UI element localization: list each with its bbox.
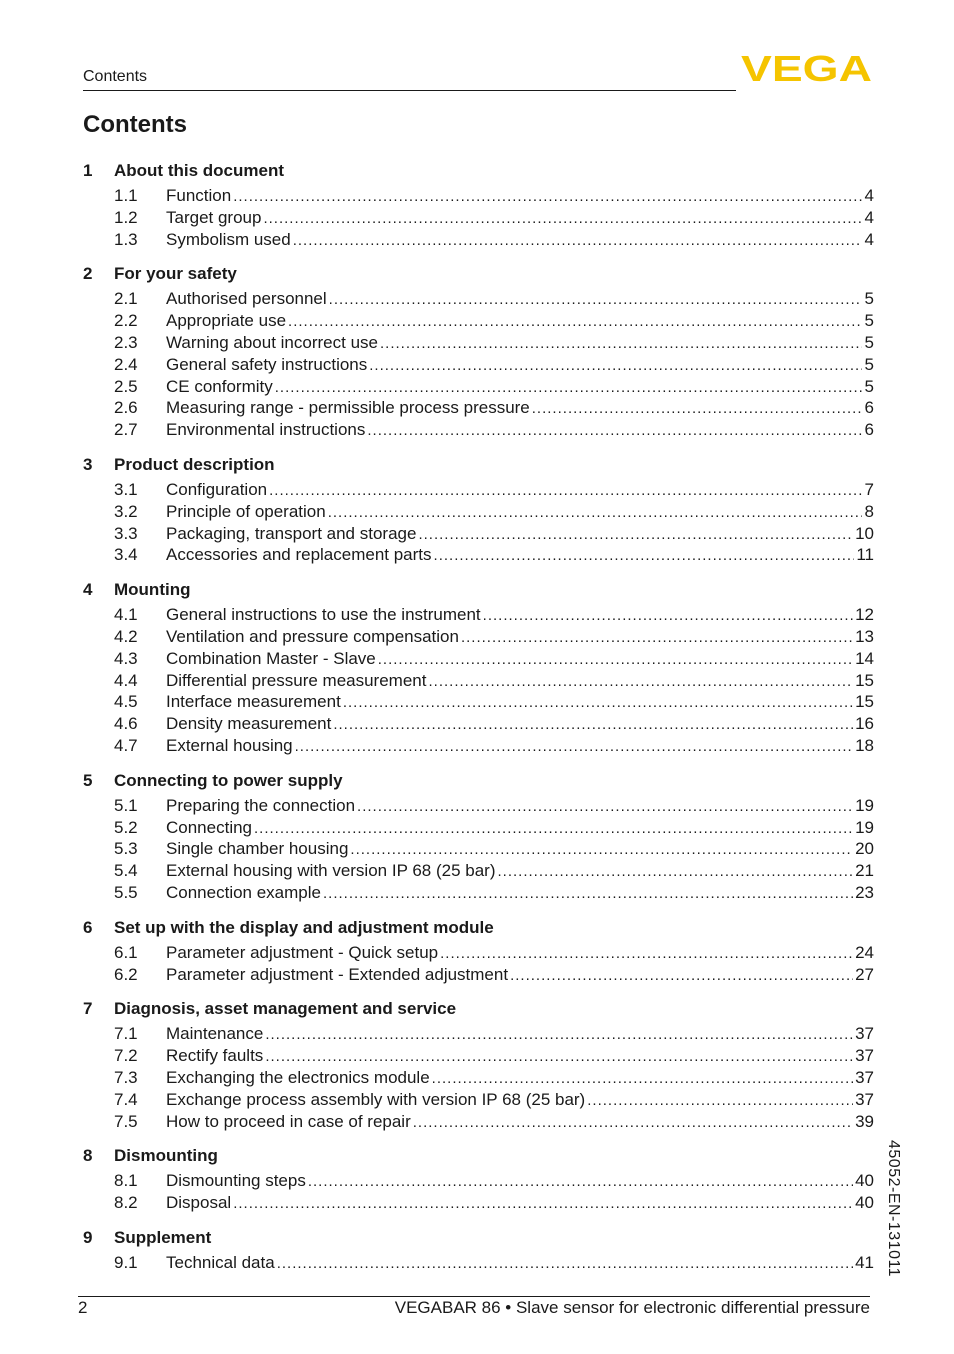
entry-title: How to proceed in case of repair [166, 1111, 411, 1131]
toc-entry[interactable] [83, 1045, 874, 1067]
dot-leader [233, 1193, 853, 1215]
dot-leader [497, 861, 853, 883]
dot-leader [369, 355, 862, 377]
entry-number: 1.2 [114, 207, 138, 227]
entry-title: Single chamber housing [166, 839, 349, 859]
section-number: 7 [83, 999, 93, 1019]
section-title: For your safety [114, 264, 237, 284]
entry-number: 2.4 [114, 354, 138, 374]
entry-title: Target group [166, 207, 262, 227]
entry-page-number: 24 [855, 942, 874, 962]
toc-entry[interactable] [83, 544, 874, 566]
toc-entry[interactable] [83, 501, 874, 523]
entry-page-number: 4 [864, 229, 874, 249]
toc-entry[interactable] [83, 332, 874, 354]
entry-number: 4.4 [114, 670, 138, 690]
entry-title: Parameter adjustment - Quick setup [166, 942, 439, 962]
entry-number: 2.6 [114, 398, 138, 418]
dot-leader [323, 883, 853, 905]
table-of-contents [83, 160, 874, 1287]
entry-page-number: 5 [864, 354, 874, 374]
entry-title: Disposal [166, 1193, 232, 1213]
toc-entry[interactable] [83, 626, 874, 648]
dot-leader [263, 208, 862, 230]
toc-entry[interactable] [83, 1023, 874, 1045]
toc-section-heading[interactable] [83, 579, 874, 601]
dot-leader [254, 818, 853, 840]
entry-title: Principle of operation [166, 501, 326, 521]
entry-number: 4.6 [114, 714, 138, 734]
toc-section [83, 579, 874, 757]
entry-page-number: 5 [864, 289, 874, 309]
entry-title: Connection example [166, 882, 321, 902]
entry-title: Environmental instructions [166, 420, 366, 440]
toc-section-heading[interactable] [83, 1145, 874, 1167]
dot-leader [587, 1090, 853, 1112]
entry-page-number: 37 [855, 1067, 874, 1087]
entry-page-number: 4 [864, 186, 874, 205]
entry-page-number: 7 [864, 479, 874, 499]
dot-leader [265, 1024, 853, 1046]
dot-leader [233, 186, 862, 208]
toc-entry[interactable] [83, 670, 874, 692]
entry-title: Packaging, transport and storage [166, 523, 417, 543]
dot-leader [277, 1253, 853, 1275]
entry-number: 5.2 [114, 817, 138, 837]
entry-page-number: 20 [855, 839, 874, 859]
entry-number: 2.1 [114, 289, 138, 309]
dot-leader [333, 714, 853, 736]
vega-logo [741, 52, 872, 84]
entry-page-number: 5 [864, 376, 874, 396]
entry-number: 3.4 [114, 545, 138, 565]
toc-entry[interactable] [83, 838, 874, 860]
entry-title: Symbolism used [166, 229, 291, 249]
header-rule [83, 90, 736, 91]
toc-entry[interactable] [83, 817, 874, 839]
toc-entry[interactable] [83, 713, 874, 735]
toc-entry[interactable] [83, 691, 874, 713]
footer-page-number: 2 [78, 1298, 88, 1317]
dot-leader [265, 1046, 853, 1068]
entry-page-number: 11 [856, 545, 874, 565]
entry-number: 1.1 [114, 186, 138, 205]
entry-page-number: 18 [855, 735, 874, 755]
header-label: Contents [83, 68, 148, 85]
toc-entry[interactable] [83, 523, 874, 545]
entry-number: 1.3 [114, 229, 138, 249]
dot-leader [483, 605, 853, 627]
entry-number: 6.1 [114, 942, 138, 962]
section-title: Connecting to power supply [114, 770, 343, 790]
dot-leader [275, 377, 862, 399]
section-title: Mounting [114, 580, 191, 600]
dot-leader [418, 524, 853, 546]
footer-title: VEGABAR 86 • Slave sensor for electronic differential pressure [394, 1298, 870, 1317]
entry-page-number: 4 [864, 207, 874, 227]
entry-page-number: 5 [864, 332, 874, 352]
entry-title: Ventilation and pressure compensation [166, 626, 459, 646]
toc-entry[interactable] [83, 882, 874, 904]
entry-number: 7.5 [114, 1111, 138, 1131]
entry-page-number: 40 [855, 1193, 874, 1213]
section-number: 2 [83, 264, 93, 284]
toc-section [83, 998, 874, 1132]
entry-title: Appropriate use [166, 311, 287, 331]
entry-number: 4.2 [114, 626, 138, 646]
section-title: Set up with the display and adjustment module [114, 917, 494, 937]
entry-title: CE conformity [166, 376, 273, 396]
toc-section [83, 917, 874, 986]
entry-page-number: 15 [855, 670, 874, 690]
entry-title: Accessories and replacement parts [166, 545, 432, 565]
entry-number: 2.2 [114, 311, 138, 331]
toc-section-heading[interactable] [83, 1227, 874, 1249]
entry-number: 8.2 [114, 1193, 138, 1213]
dot-leader [428, 671, 853, 693]
toc-entry[interactable] [83, 376, 874, 398]
entry-number: 3.1 [114, 479, 138, 499]
entry-page-number: 37 [855, 1089, 874, 1109]
entry-page-number: 15 [855, 692, 874, 712]
entry-page-number: 37 [855, 1024, 874, 1044]
toc-entry[interactable] [83, 354, 874, 376]
entry-page-number: 39 [855, 1111, 874, 1131]
toc-entry[interactable] [83, 1170, 874, 1192]
section-number: 8 [83, 1146, 93, 1166]
entry-number: 5.4 [114, 861, 138, 881]
entry-page-number: 13 [855, 626, 874, 646]
entry-number: 2.3 [114, 332, 138, 352]
entry-title: Differential pressure measurement [166, 670, 427, 690]
entry-title: Dismounting steps [166, 1171, 306, 1191]
toc-entry[interactable] [83, 1067, 874, 1089]
entry-number: 8.1 [114, 1171, 138, 1191]
toc-entry[interactable] [83, 604, 874, 626]
entry-page-number: 41 [855, 1252, 874, 1272]
toc-section [83, 1145, 874, 1214]
section-number: 9 [83, 1227, 93, 1247]
dot-leader [432, 1068, 853, 1090]
entry-page-number: 37 [855, 1046, 874, 1066]
entry-number: 4.7 [114, 735, 138, 755]
entry-title: Technical data [166, 1252, 275, 1272]
entry-page-number: 14 [855, 648, 874, 668]
toc-section-heading[interactable] [83, 454, 874, 476]
entry-page-number: 10 [855, 523, 874, 543]
entry-page-number: 6 [864, 398, 874, 418]
entry-title: Configuration [166, 479, 268, 499]
dot-leader [440, 943, 853, 965]
entry-number: 4.3 [114, 648, 138, 668]
toc-section-heading[interactable] [83, 160, 874, 182]
toc-entry[interactable] [83, 207, 874, 229]
section-title: Product description [114, 454, 275, 474]
entry-page-number: 27 [855, 964, 874, 984]
dot-leader [367, 420, 862, 442]
dot-leader [328, 502, 862, 524]
toc-entry[interactable] [83, 795, 874, 817]
entry-title: Exchange process assembly with version IP 68 (25 bar) [166, 1089, 586, 1109]
entry-title: Exchanging the electronics module [166, 1067, 430, 1087]
section-number: 5 [83, 770, 93, 790]
entry-title: Parameter adjustment - Extended adjustment [166, 964, 509, 984]
toc-entry[interactable] [83, 964, 874, 986]
entry-page-number: 23 [855, 882, 874, 902]
toc-section [83, 160, 874, 250]
toc-entry[interactable] [83, 1192, 874, 1214]
dot-leader [308, 1171, 853, 1193]
dot-leader [510, 965, 853, 987]
toc-entry[interactable] [83, 942, 874, 964]
section-title: Supplement [114, 1227, 212, 1247]
entry-number: 2.7 [114, 420, 138, 440]
entry-page-number: 19 [855, 817, 874, 837]
toc-entry[interactable] [83, 1111, 874, 1133]
toc-section-heading[interactable] [83, 770, 874, 792]
entry-number: 5.5 [114, 882, 138, 902]
toc-section [83, 263, 874, 441]
entry-page-number: 19 [855, 795, 874, 815]
toc-entry[interactable] [83, 860, 874, 882]
entry-page-number: 16 [855, 714, 874, 734]
toc-section [83, 454, 874, 566]
entry-title: Maintenance [166, 1024, 264, 1044]
toc-section [83, 770, 874, 904]
dot-leader [350, 839, 853, 861]
section-number: 1 [83, 161, 93, 180]
dot-leader [269, 480, 862, 502]
dot-leader [293, 230, 862, 252]
entry-number: 4.1 [114, 605, 138, 625]
entry-title: Connecting [166, 817, 253, 837]
toc-section [83, 1227, 874, 1274]
toc-entry[interactable] [83, 185, 874, 207]
entry-title: Combination Master - Slave [166, 648, 376, 668]
section-title: Dismounting [114, 1146, 218, 1166]
entry-number: 5.3 [114, 839, 138, 859]
entry-title: Interface measurement [166, 692, 341, 712]
entry-number: 7.2 [114, 1046, 138, 1066]
entry-title: Preparing the connection [166, 795, 356, 815]
entry-title: Measuring range - permissible process pressure [166, 398, 530, 418]
entry-page-number: 6 [864, 420, 874, 440]
entry-number: 9.1 [114, 1252, 138, 1272]
toc-section-heading[interactable] [83, 917, 874, 939]
entry-page-number: 40 [855, 1171, 874, 1191]
entry-title: Density measurement [166, 714, 332, 734]
section-number: 3 [83, 454, 93, 474]
entry-title: Function [166, 186, 232, 205]
dot-leader [343, 692, 853, 714]
toc-entry[interactable] [83, 310, 874, 332]
entry-number: 6.2 [114, 964, 138, 984]
entry-page-number: 12 [855, 605, 874, 625]
logo-text: VEGA [741, 52, 872, 84]
entry-number: 7.1 [114, 1024, 138, 1044]
entry-title: Authorised personnel [166, 289, 327, 309]
entry-number: 4.5 [114, 692, 138, 712]
entry-title: External housing with version IP 68 (25 bar) [166, 861, 496, 881]
toc-entry[interactable] [83, 229, 874, 251]
page-title: Contents [83, 111, 187, 138]
toc-section-heading[interactable] [83, 263, 874, 285]
entry-page-number: 8 [864, 501, 874, 521]
entry-number: 7.4 [114, 1089, 138, 1109]
entry-page-number: 21 [855, 861, 874, 881]
dot-leader [378, 649, 853, 671]
section-title: About this document [114, 161, 284, 180]
entry-number: 3.2 [114, 501, 138, 521]
entry-number: 2.5 [114, 376, 138, 396]
toc-entry[interactable] [83, 735, 874, 757]
dot-leader [357, 796, 853, 818]
toc-entry[interactable] [83, 288, 874, 310]
dot-leader [329, 289, 862, 311]
dot-leader [380, 333, 862, 355]
dot-leader [532, 398, 862, 420]
toc-entry[interactable] [83, 1252, 874, 1274]
entry-title: General safety instructions [166, 354, 368, 374]
entry-number: 3.3 [114, 523, 138, 543]
toc-entry[interactable] [83, 1089, 874, 1111]
entry-page-number: 5 [864, 311, 874, 331]
dot-leader [288, 311, 862, 333]
toc-entry[interactable] [83, 397, 874, 419]
dot-leader [413, 1112, 853, 1134]
entry-title: Rectify faults [166, 1046, 264, 1066]
toc-section-heading[interactable] [83, 998, 874, 1020]
dot-leader [461, 627, 853, 649]
section-number: 4 [83, 580, 93, 600]
section-number: 6 [83, 917, 93, 937]
entry-title: External housing [166, 735, 293, 755]
entry-number: 5.1 [114, 795, 138, 815]
dot-leader [295, 736, 853, 758]
dot-leader [434, 545, 855, 567]
document-code: 45052-EN-131011 [885, 1140, 902, 1278]
section-title: Diagnosis, asset management and service [114, 999, 457, 1019]
entry-number: 7.3 [114, 1067, 138, 1087]
toc-entry[interactable] [83, 648, 874, 670]
entry-title: Warning about incorrect use [166, 332, 378, 352]
footer-rule [78, 1296, 870, 1297]
toc-entry[interactable] [83, 479, 874, 501]
entry-title: General instructions to use the instrument [166, 605, 481, 625]
toc-entry[interactable] [83, 419, 874, 441]
